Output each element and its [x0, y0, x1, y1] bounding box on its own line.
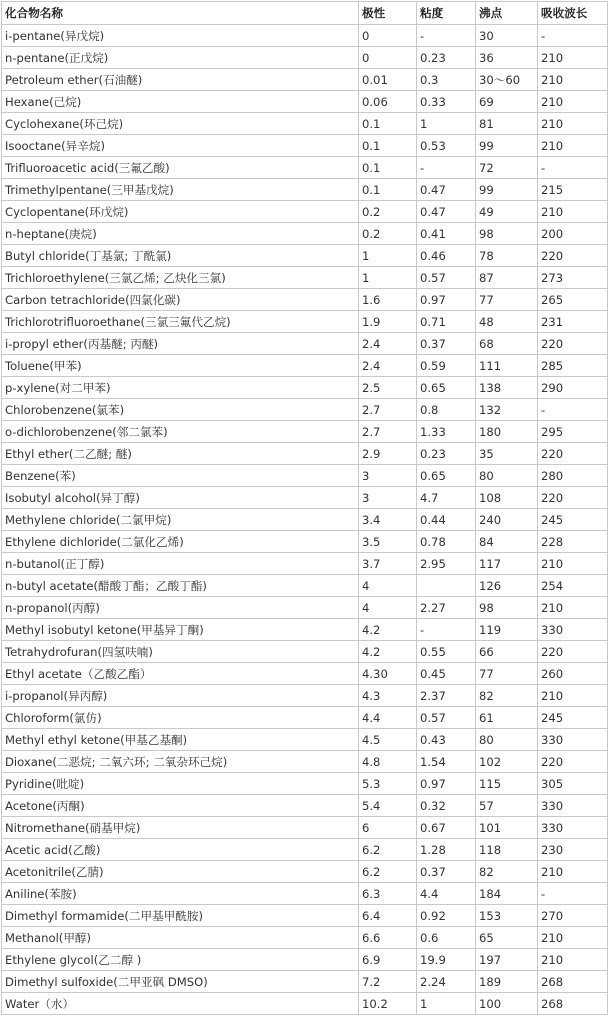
cell-viscosity: 0.47	[417, 201, 476, 223]
cell-viscosity: 2.27	[417, 597, 476, 619]
cell-compound-name: i-propanol(异丙醇)	[2, 685, 359, 707]
table-row	[2, 905, 608, 927]
cell-polarity: 6.4	[359, 905, 417, 927]
cell-uv-cutoff: 210	[538, 685, 608, 707]
table-row	[2, 135, 608, 157]
cell-uv-cutoff: 215	[538, 179, 608, 201]
cell-viscosity: 0.37	[417, 333, 476, 355]
cell-compound-name: Tetrahydrofuran(四氢呋喃)	[2, 641, 359, 663]
cell-boiling-point: 101	[476, 817, 538, 839]
cell-uv-cutoff: 230	[538, 839, 608, 861]
cell-viscosity: 1.28	[417, 839, 476, 861]
cell-uv-cutoff: 220	[538, 333, 608, 355]
table-row	[2, 685, 608, 707]
cell-compound-name: Methyl ethyl ketone(甲基乙基酮)	[2, 729, 359, 751]
cell-compound-name: i-pentane(异戊烷)	[2, 25, 359, 47]
cell-uv-cutoff: 210	[538, 949, 608, 971]
cell-uv-cutoff: -	[538, 399, 608, 421]
cell-polarity: 2.7	[359, 421, 417, 443]
cell-boiling-point: 180	[476, 421, 538, 443]
cell-uv-cutoff: 210	[538, 597, 608, 619]
table-row	[2, 597, 608, 619]
cell-polarity: 2.4	[359, 333, 417, 355]
cell-viscosity: 0.71	[417, 311, 476, 333]
cell-polarity: 0	[359, 25, 417, 47]
cell-uv-cutoff: 231	[538, 311, 608, 333]
cell-uv-cutoff: 260	[538, 663, 608, 685]
cell-uv-cutoff: 330	[538, 619, 608, 641]
cell-viscosity: 0.8	[417, 399, 476, 421]
cell-viscosity: 0.78	[417, 531, 476, 553]
cell-viscosity: 0.6	[417, 927, 476, 949]
table-row	[2, 971, 608, 993]
header-boiling-point: 沸点	[476, 2, 538, 25]
cell-uv-cutoff: 285	[538, 355, 608, 377]
cell-viscosity: 0.43	[417, 729, 476, 751]
cell-polarity: 4	[359, 575, 417, 597]
cell-boiling-point: 68	[476, 333, 538, 355]
table-row	[2, 795, 608, 817]
table-row	[2, 333, 608, 355]
cell-compound-name: Pyridine(吡啶)	[2, 773, 359, 795]
cell-boiling-point: 138	[476, 377, 538, 399]
cell-polarity: 1.9	[359, 311, 417, 333]
table-row	[2, 223, 608, 245]
cell-polarity: 3.4	[359, 509, 417, 531]
cell-compound-name: Cyclopentane(环戊烷)	[2, 201, 359, 223]
table-row	[2, 641, 608, 663]
table-row	[2, 91, 608, 113]
cell-uv-cutoff: 245	[538, 509, 608, 531]
cell-polarity: 4.2	[359, 619, 417, 641]
cell-polarity: 0.1	[359, 157, 417, 179]
cell-viscosity: 0.37	[417, 861, 476, 883]
cell-uv-cutoff: 210	[538, 91, 608, 113]
table-row	[2, 487, 608, 509]
table-row	[2, 201, 608, 223]
cell-uv-cutoff: 290	[538, 377, 608, 399]
table-row	[2, 531, 608, 553]
cell-polarity: 10.2	[359, 993, 417, 1015]
cell-uv-cutoff: 245	[538, 707, 608, 729]
table-row	[2, 399, 608, 421]
cell-viscosity: 2.37	[417, 685, 476, 707]
cell-uv-cutoff: 330	[538, 795, 608, 817]
cell-viscosity: 0.23	[417, 443, 476, 465]
cell-polarity: 4.3	[359, 685, 417, 707]
cell-uv-cutoff: 220	[538, 751, 608, 773]
cell-boiling-point: 117	[476, 553, 538, 575]
table-row	[2, 47, 608, 69]
cell-compound-name: i-propyl ether(丙基醚; 丙醚)	[2, 333, 359, 355]
cell-boiling-point: 36	[476, 47, 538, 69]
cell-polarity: 0.1	[359, 113, 417, 135]
cell-compound-name: Water（水）	[2, 993, 359, 1015]
cell-compound-name: Trichloroethylene(三氯乙烯; 乙炔化三氯)	[2, 267, 359, 289]
table-row	[2, 619, 608, 641]
cell-uv-cutoff: 200	[538, 223, 608, 245]
cell-uv-cutoff: -	[538, 157, 608, 179]
table-row	[2, 861, 608, 883]
cell-boiling-point: 48	[476, 311, 538, 333]
cell-uv-cutoff: 220	[538, 641, 608, 663]
cell-boiling-point: 80	[476, 729, 538, 751]
cell-viscosity: 0.59	[417, 355, 476, 377]
cell-boiling-point: 61	[476, 707, 538, 729]
cell-polarity: 0.06	[359, 91, 417, 113]
cell-polarity: 5.4	[359, 795, 417, 817]
cell-polarity: 4.2	[359, 641, 417, 663]
cell-compound-name: Nitromethane(硝基甲烷)	[2, 817, 359, 839]
cell-boiling-point: 184	[476, 883, 538, 905]
table-row	[2, 707, 608, 729]
cell-compound-name: n-butanol(正丁醇)	[2, 553, 359, 575]
table-row	[2, 311, 608, 333]
cell-viscosity: 19.9	[417, 949, 476, 971]
cell-boiling-point: 78	[476, 245, 538, 267]
cell-compound-name: Isooctane(异辛烷)	[2, 135, 359, 157]
cell-compound-name: Trifluoroacetic acid(三氟乙酸)	[2, 157, 359, 179]
cell-boiling-point: 100	[476, 993, 538, 1015]
cell-boiling-point: 126	[476, 575, 538, 597]
cell-compound-name: Chloroform(氯仿)	[2, 707, 359, 729]
cell-polarity: 2.9	[359, 443, 417, 465]
cell-polarity: 3.7	[359, 553, 417, 575]
cell-uv-cutoff: 210	[538, 113, 608, 135]
cell-viscosity: 2.24	[417, 971, 476, 993]
cell-compound-name: Cyclohexane(环己烷)	[2, 113, 359, 135]
cell-viscosity: 0.65	[417, 377, 476, 399]
cell-uv-cutoff: 210	[538, 47, 608, 69]
cell-boiling-point: 82	[476, 685, 538, 707]
cell-viscosity: 0.47	[417, 179, 476, 201]
cell-compound-name: n-butyl acetate(醋酸丁酯；乙酸丁酯)	[2, 575, 359, 597]
table-row	[2, 355, 608, 377]
cell-boiling-point: 82	[476, 861, 538, 883]
cell-polarity: 6.2	[359, 839, 417, 861]
cell-boiling-point: 118	[476, 839, 538, 861]
cell-viscosity: 0.3	[417, 69, 476, 91]
cell-compound-name: Aniline(苯胺)	[2, 883, 359, 905]
cell-uv-cutoff: 210	[538, 553, 608, 575]
table-row	[2, 179, 608, 201]
table-row	[2, 421, 608, 443]
cell-uv-cutoff: 210	[538, 927, 608, 949]
cell-viscosity: 1.54	[417, 751, 476, 773]
cell-compound-name: Ethyl acetate（乙酸乙酯）	[2, 663, 359, 685]
cell-polarity: 1.6	[359, 289, 417, 311]
table-row	[2, 949, 608, 971]
cell-polarity: 4.4	[359, 707, 417, 729]
cell-polarity: 1	[359, 267, 417, 289]
cell-boiling-point: 69	[476, 91, 538, 113]
cell-compound-name: Dimethyl formamide(二甲基甲酰胺)	[2, 905, 359, 927]
cell-compound-name: Ethylene glycol(乙二醇 )	[2, 949, 359, 971]
table-row	[2, 245, 608, 267]
cell-polarity: 0.1	[359, 179, 417, 201]
cell-compound-name: Chlorobenzene(氯苯)	[2, 399, 359, 421]
cell-compound-name: Benzene(苯)	[2, 465, 359, 487]
cell-polarity: 3	[359, 465, 417, 487]
table-row	[2, 157, 608, 179]
cell-viscosity: 0.41	[417, 223, 476, 245]
cell-viscosity: 0.65	[417, 465, 476, 487]
header-viscosity: 粘度	[417, 2, 476, 25]
cell-uv-cutoff: 273	[538, 267, 608, 289]
cell-boiling-point: 35	[476, 443, 538, 465]
cell-viscosity: -	[417, 25, 476, 47]
cell-boiling-point: 240	[476, 509, 538, 531]
cell-polarity: 4.8	[359, 751, 417, 773]
cell-compound-name: Methyl isobutyl ketone(甲基异丁酮)	[2, 619, 359, 641]
cell-uv-cutoff: 265	[538, 289, 608, 311]
cell-uv-cutoff: 228	[538, 531, 608, 553]
cell-compound-name: Trimethylpentane(三甲基戊烷)	[2, 179, 359, 201]
cell-polarity: 5.3	[359, 773, 417, 795]
cell-compound-name: Hexane(己烷)	[2, 91, 359, 113]
cell-polarity: 4	[359, 597, 417, 619]
cell-viscosity: 0.23	[417, 47, 476, 69]
cell-polarity: 3	[359, 487, 417, 509]
table-row	[2, 377, 608, 399]
cell-uv-cutoff: 280	[538, 465, 608, 487]
table-row	[2, 839, 608, 861]
cell-compound-name: Methylene chloride(二氯甲烷)	[2, 509, 359, 531]
cell-boiling-point: 49	[476, 201, 538, 223]
cell-uv-cutoff: 210	[538, 861, 608, 883]
cell-viscosity: -	[417, 619, 476, 641]
cell-viscosity: 0.67	[417, 817, 476, 839]
cell-compound-name: Petroleum ether(石油醚)	[2, 69, 359, 91]
header-uv-cutoff: 吸收波长	[538, 2, 608, 25]
cell-uv-cutoff: 268	[538, 971, 608, 993]
cell-polarity: 4.5	[359, 729, 417, 751]
cell-viscosity: 2.95	[417, 553, 476, 575]
cell-boiling-point: 132	[476, 399, 538, 421]
cell-polarity: 0	[359, 47, 417, 69]
cell-compound-name: Carbon tetrachloride(四氯化碳)	[2, 289, 359, 311]
table-row	[2, 443, 608, 465]
cell-polarity: 0.2	[359, 201, 417, 223]
cell-uv-cutoff: 295	[538, 421, 608, 443]
table-row	[2, 575, 608, 597]
table-row	[2, 289, 608, 311]
cell-polarity: 1	[359, 245, 417, 267]
cell-polarity: 3.5	[359, 531, 417, 553]
cell-boiling-point: 189	[476, 971, 538, 993]
cell-uv-cutoff: 220	[538, 487, 608, 509]
cell-viscosity: 0.55	[417, 641, 476, 663]
cell-viscosity: 0.46	[417, 245, 476, 267]
cell-viscosity: 0.53	[417, 135, 476, 157]
table-body	[2, 25, 608, 1015]
cell-polarity: 7.2	[359, 971, 417, 993]
cell-polarity: 0.01	[359, 69, 417, 91]
cell-boiling-point: 98	[476, 223, 538, 245]
cell-boiling-point: 111	[476, 355, 538, 377]
table-row	[2, 663, 608, 685]
table-row	[2, 267, 608, 289]
cell-viscosity: 0.33	[417, 91, 476, 113]
cell-polarity: 6.6	[359, 927, 417, 949]
cell-uv-cutoff: 305	[538, 773, 608, 795]
cell-uv-cutoff: 220	[538, 245, 608, 267]
cell-compound-name: Dioxane(二恶烷; 二氧六环; 二氧杂环己烷)	[2, 751, 359, 773]
table-row	[2, 25, 608, 47]
cell-viscosity: 1	[417, 993, 476, 1015]
table-row	[2, 69, 608, 91]
cell-compound-name: o-dichlorobenzene(邻二氯苯)	[2, 421, 359, 443]
cell-boiling-point: 102	[476, 751, 538, 773]
cell-polarity: 0.2	[359, 223, 417, 245]
cell-uv-cutoff: 254	[538, 575, 608, 597]
cell-viscosity: 0.32	[417, 795, 476, 817]
cell-polarity: 0.1	[359, 135, 417, 157]
cell-uv-cutoff: 220	[538, 443, 608, 465]
cell-polarity: 6.2	[359, 861, 417, 883]
cell-compound-name: Acetone(丙酮)	[2, 795, 359, 817]
cell-compound-name: p-xylene(对二甲苯)	[2, 377, 359, 399]
cell-uv-cutoff: 330	[538, 817, 608, 839]
cell-boiling-point: 99	[476, 179, 538, 201]
cell-compound-name: Isobutyl alcohol(异丁醇)	[2, 487, 359, 509]
cell-compound-name: Methanol(甲醇)	[2, 927, 359, 949]
cell-boiling-point: 77	[476, 663, 538, 685]
table-row	[2, 773, 608, 795]
table-row	[2, 553, 608, 575]
table-row	[2, 509, 608, 531]
table-row	[2, 883, 608, 905]
cell-viscosity	[417, 575, 476, 597]
cell-viscosity: 0.92	[417, 905, 476, 927]
cell-viscosity: 1.33	[417, 421, 476, 443]
cell-viscosity: 0.97	[417, 289, 476, 311]
cell-compound-name: n-propanol(丙醇)	[2, 597, 359, 619]
cell-boiling-point: 115	[476, 773, 538, 795]
cell-boiling-point: 119	[476, 619, 538, 641]
cell-uv-cutoff: 210	[538, 201, 608, 223]
cell-boiling-point: 65	[476, 927, 538, 949]
cell-compound-name: Toluene(甲苯)	[2, 355, 359, 377]
cell-viscosity: 1	[417, 113, 476, 135]
cell-polarity: 6	[359, 817, 417, 839]
cell-compound-name: Butyl chloride(丁基氯; 丁酰氯)	[2, 245, 359, 267]
cell-viscosity: 0.57	[417, 707, 476, 729]
cell-boiling-point: 153	[476, 905, 538, 927]
table-row	[2, 993, 608, 1015]
solvent-properties-table	[1, 1, 608, 1015]
cell-boiling-point: 30	[476, 25, 538, 47]
table-row	[2, 817, 608, 839]
cell-boiling-point: 108	[476, 487, 538, 509]
cell-uv-cutoff: 210	[538, 69, 608, 91]
cell-uv-cutoff: 210	[538, 135, 608, 157]
cell-compound-name: Ethyl ether(二乙醚; 醚)	[2, 443, 359, 465]
cell-compound-name: Acetonitrile(乙腈)	[2, 861, 359, 883]
cell-boiling-point: 72	[476, 157, 538, 179]
cell-compound-name: Acetic acid(乙酸)	[2, 839, 359, 861]
cell-boiling-point: 197	[476, 949, 538, 971]
cell-uv-cutoff: 270	[538, 905, 608, 927]
cell-viscosity: 0.44	[417, 509, 476, 531]
cell-polarity: 6.3	[359, 883, 417, 905]
cell-compound-name: n-pentane(正戊烷)	[2, 47, 359, 69]
header-polarity: 极性	[359, 2, 417, 25]
table-row	[2, 751, 608, 773]
cell-polarity: 4.30	[359, 663, 417, 685]
cell-boiling-point: 87	[476, 267, 538, 289]
cell-boiling-point: 81	[476, 113, 538, 135]
header-compound-name: 化合物名称	[2, 2, 359, 25]
cell-uv-cutoff: 330	[538, 729, 608, 751]
cell-viscosity: 0.45	[417, 663, 476, 685]
cell-boiling-point: 80	[476, 465, 538, 487]
cell-polarity: 2.5	[359, 377, 417, 399]
cell-polarity: 6.9	[359, 949, 417, 971]
cell-boiling-point: 77	[476, 289, 538, 311]
cell-boiling-point: 84	[476, 531, 538, 553]
cell-boiling-point: 30～60	[476, 69, 538, 91]
cell-viscosity: 4.7	[417, 487, 476, 509]
cell-compound-name: Ethylene dichloride(二氯化乙烯)	[2, 531, 359, 553]
cell-polarity: 2.7	[359, 399, 417, 421]
cell-viscosity: 0.97	[417, 773, 476, 795]
cell-boiling-point: 98	[476, 597, 538, 619]
cell-compound-name: Trichlorotrifluoroethane(三氯三氟代乙烷)	[2, 311, 359, 333]
cell-viscosity: -	[417, 157, 476, 179]
cell-boiling-point: 66	[476, 641, 538, 663]
cell-boiling-point: 57	[476, 795, 538, 817]
cell-viscosity: 4.4	[417, 883, 476, 905]
cell-compound-name: Dimethyl sulfoxide(二甲亚砜 DMSO)	[2, 971, 359, 993]
cell-viscosity: 0.57	[417, 267, 476, 289]
cell-uv-cutoff: -	[538, 883, 608, 905]
table-header-row	[2, 2, 608, 25]
cell-polarity: 2.4	[359, 355, 417, 377]
table-row	[2, 927, 608, 949]
table-row	[2, 113, 608, 135]
table-row	[2, 465, 608, 487]
cell-boiling-point: 99	[476, 135, 538, 157]
cell-compound-name: n-heptane(庚烷)	[2, 223, 359, 245]
table-row	[2, 729, 608, 751]
cell-uv-cutoff: 268	[538, 993, 608, 1015]
cell-uv-cutoff: -	[538, 25, 608, 47]
